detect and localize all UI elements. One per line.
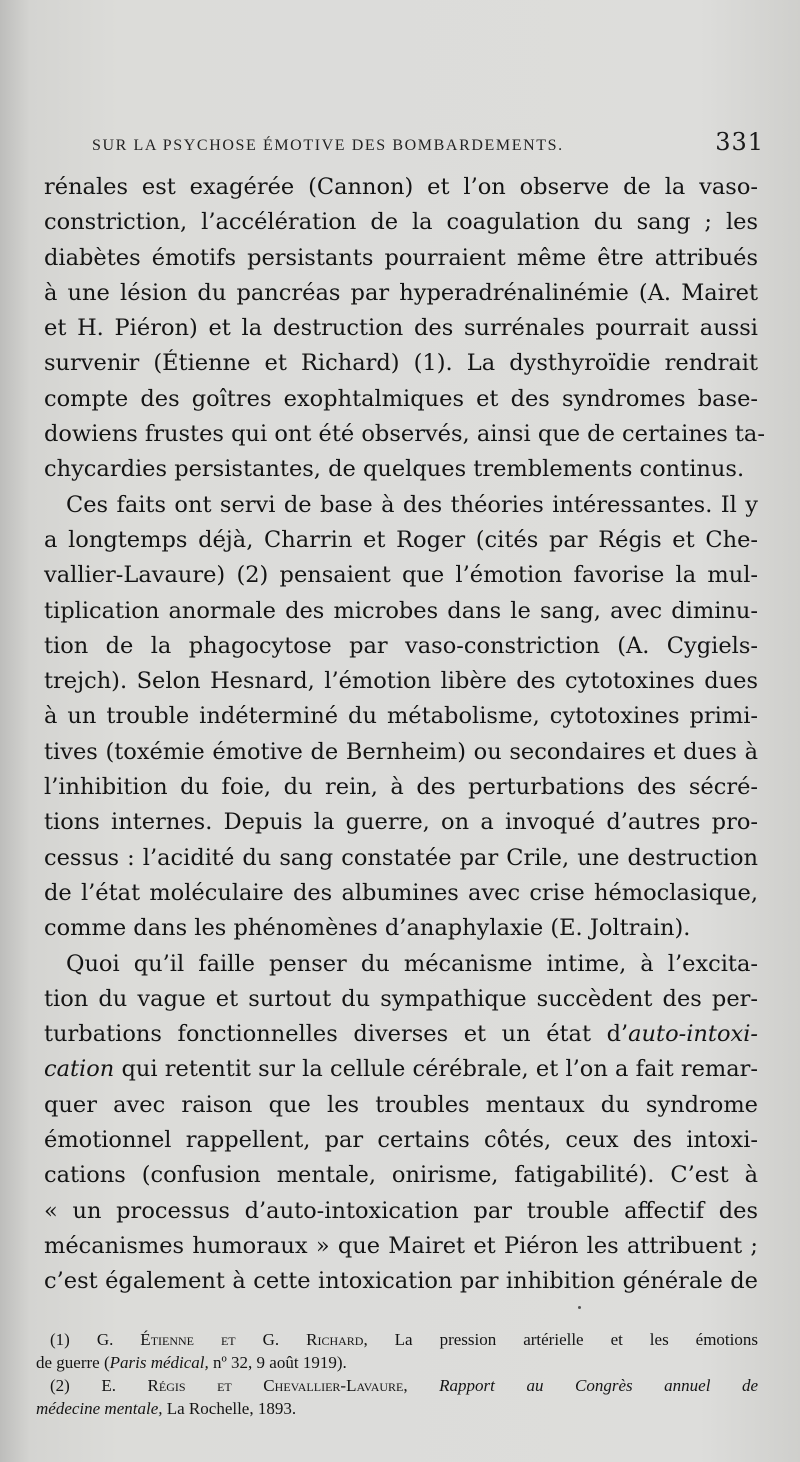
footnote-number: (2) [50, 1376, 70, 1395]
paragraph-start-line: Ces faits ont servi de base à des théories intéressantes. Il y [66, 491, 758, 518]
footnote-title: Rapport au Congrès annuel de [439, 1376, 759, 1395]
footnote-title: La pression artérielle et les émotions [367, 1330, 758, 1349]
text-line: chycardies persistantes, de quelques tremblements continus. [44, 456, 745, 483]
text-line: diabètes émotifs persistants pourraient même être attribués [44, 244, 758, 271]
text-line: à une lésion du pancréas par hyperadrénalinémie (A. Mairet [44, 279, 758, 306]
italic-term: cation [44, 1056, 115, 1083]
text-line: cations (confusion mentale, onirisme, fatigabilité). C’est à [44, 1162, 758, 1189]
text-line: survenir (Étienne et Richard) (1). La dysthyroïdie rendrait [44, 350, 758, 377]
text-line: « un processus d’auto-intoxication par trouble affectif des [44, 1197, 758, 1224]
footnote-title: médecine mentale, [36, 1399, 163, 1418]
footnotes [36, 1328, 758, 1420]
footnote-authors: G. Étienne et G. Richard, [96, 1330, 368, 1349]
body-text [44, 170, 765, 1300]
text-line: tions internes. Depuis la guerre, on a invoqué d’autres pro- [44, 809, 758, 836]
text-line: comme dans les phénomènes d’anaphylaxie (E. Joltrain). [44, 915, 691, 942]
running-title: SUR LA PSYCHOSE ÉMOTIVE DES BOMBARDEMENTS. [92, 137, 564, 154]
running-head [92, 128, 764, 156]
footnote-1-cont [36, 1351, 758, 1374]
text-line: tives (toxémie émotive de Bernheim) ou secondaires et dues à [44, 738, 758, 765]
text-line: tion de la phagocytose par vaso-constriction (A. Cygiels- [44, 632, 758, 659]
footnote-number: (1) [50, 1330, 70, 1349]
footnote-journal: Paris médical, [109, 1353, 209, 1372]
text-line: compte des goîtres exophtalmiques et des syndromes base- [44, 385, 758, 412]
page-number: 331 [715, 128, 764, 156]
text-line: à un trouble indéterminé du métabolisme, cytotoxines primi- [44, 703, 758, 730]
footnote-text: La Rochelle, 1893. [162, 1399, 297, 1418]
text-line: dowiens frustes qui ont été observés, ainsi que de certaines ta- [44, 421, 765, 448]
text-line: et H. Piéron) et la destruction des surrénales pourrait aussi [44, 315, 758, 342]
italic-term: auto-intoxi- [628, 1021, 758, 1048]
text-line: a longtemps déjà, Charrin et Roger (cités par Régis et Che- [44, 526, 758, 553]
paragraph-start-line: Quoi qu’il faille penser du mécanisme intime, à l’excita- [66, 950, 758, 977]
text-line: l’inhibition du foie, du rein, à des perturbations des sécré- [44, 774, 758, 801]
text-span: qui retentit sur la cellule cérébrale, et l’on a fait remar- [114, 1056, 758, 1083]
text-line: trejch). Selon Hesnard, l’émotion libère des cytotoxines dues [44, 668, 758, 695]
text-line-with-italic [44, 1052, 758, 1087]
text-line: constriction, l’accélération de la coagulation du sang ; les [44, 209, 758, 236]
text-line: c’est également à cette intoxication par inhibition générale de [44, 1268, 758, 1295]
footnote-2-cont [36, 1397, 758, 1420]
text-span: turbations fonctionnelles diverses et un état d’ [44, 1021, 629, 1048]
text-line: vallier-Lavaure) (2) pensaient que l’émotion favorise la mul- [44, 562, 758, 589]
text-line: mécanismes humoraux » que Mairet et Piéron les attribuent ; [44, 1232, 758, 1259]
footnote-2 [36, 1374, 758, 1397]
text-line: émotionnel rappellent, par certains côtés, ceux des intoxi- [44, 1127, 758, 1154]
text-line: cessus : l’acidité du sang constatée par Crile, une destruction [44, 844, 758, 871]
text-line: tiplication anormale des microbes dans le sang, avec diminu- [44, 597, 758, 624]
footnote-text: nº 32, 9 août 1919). [208, 1353, 347, 1372]
footnote-text: de guerre ( [36, 1353, 110, 1372]
text-line-with-italic [44, 1017, 758, 1052]
footnote-1 [36, 1328, 758, 1351]
footnote-authors: E. Régis et Chevallier-Lavaure, [101, 1376, 408, 1395]
ink-speck [578, 1306, 581, 1309]
text-line: de l’état moléculaire des albumines avec crise hémoclasique, [44, 879, 758, 906]
text-line: quer avec raison que les troubles mentaux du syndrome [44, 1091, 758, 1118]
text-line: tion du vague et surtout du sympathique succèdent des per- [44, 985, 758, 1012]
text-line: rénales est exagérée (Cannon) et l’on observe de la vaso- [44, 174, 758, 200]
